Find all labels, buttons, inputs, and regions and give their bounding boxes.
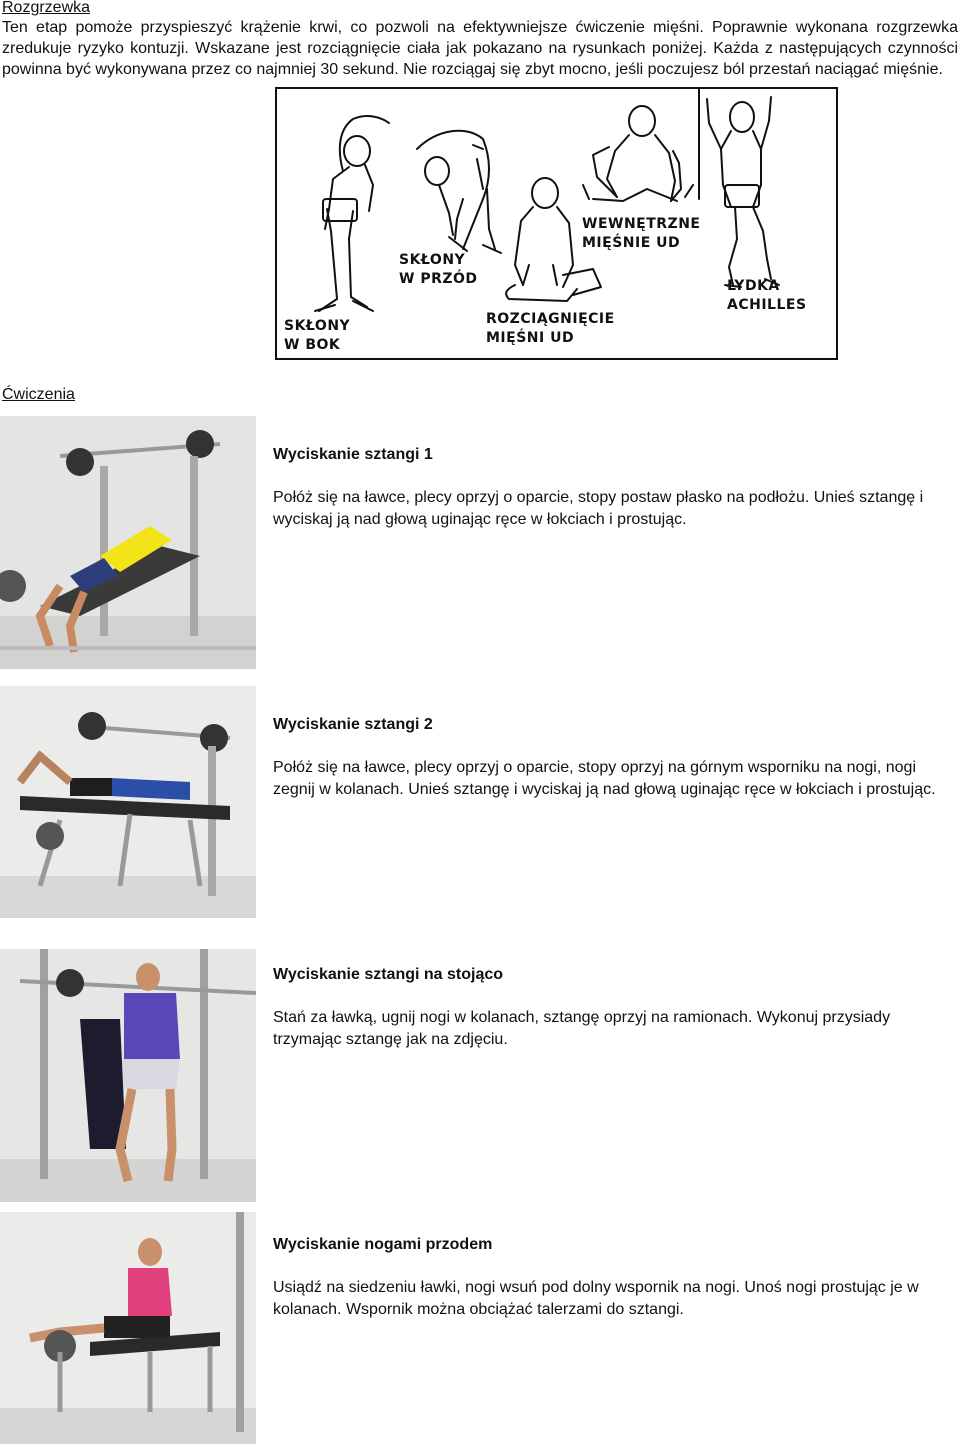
warmup-text: Ten etap pomoże przyspieszyć krążenie krwi, co pozwoli na efektywniejsze ćwiczenie mięśni. Poprawnie wykonana rozgrzewka zredukuje ryzyko kontuzji. Wskazane jest rozciągnięcie ciała jak pokazano na rysunkach poniżej. Każda z następujących czynności powinna być wykonywana przez co najmniej 30 sekund. Nie rozciągaj się zbyt mocno, jeśli poczujesz ból przestań naciągać mięśnie. [2, 19, 958, 78]
exercise-1-photo [0, 416, 256, 669]
exercises-heading: Ćwiczenia [2, 386, 75, 403]
exercise-3-title: Wyciskanie sztangi na stojąco [273, 966, 504, 983]
label-inner-thigh: WEWNĘTRZNE MIĘŚNIE UD [582, 216, 701, 251]
exercise-4-athlete-shorts [104, 1316, 170, 1338]
exercise-3-athlete-shirt [124, 993, 180, 1059]
exercise-4-photo [0, 1212, 256, 1444]
exercise-3-photo [0, 949, 256, 1202]
label-thigh-stretch: ROZCIĄGNIĘCIE MIĘŚNI UD [486, 311, 615, 346]
exercise-2-photo [0, 686, 256, 918]
forward-bend-figure [417, 131, 501, 253]
exercise-2-title: Wyciskanie sztangi 2 [273, 716, 433, 733]
exercise-4-title: Wyciskanie nogami przodem [273, 1236, 493, 1253]
label-forward-bends: SKŁONY W PRZÓD [399, 252, 478, 287]
exercise-1-title: Wyciskanie sztangi 1 [273, 446, 433, 463]
exercise-3-description: Stań za ławką, ugnij nogi w kolanach, sztangę oprzyj na ramionach. Wykonuj przysiady trzymając sztangę jak na zdjęciu. [273, 1009, 891, 1048]
stretching-figure [275, 87, 838, 360]
exercise-2-athlete-shorts [70, 778, 112, 796]
label-calf-achilles: ŁYDKA ACHILLES [727, 278, 807, 313]
calf-stretch-figure [707, 97, 779, 287]
inner-thigh-figure [583, 106, 693, 201]
warmup-heading: Rozgrzewka [2, 0, 91, 16]
side-bend-figure [315, 116, 389, 311]
exercise-1-description: Połóż się na ławce, plecy oprzyj o oparcie, stopy postaw płasko na podłożu. Unieś sztangę i wyciskaj ją nad głową uginając ręce w łokciach i prostując. [273, 489, 924, 528]
exercise-4-description: Usiądź na siedzeniu ławki, nogi wsuń pod dolny wspornik na nogi. Unoś nogi prostując je w kolanach. Wspornik można obciążać talerzami do sztangi. [273, 1279, 919, 1318]
exercise-2-description: Połóż się na ławce, plecy oprzyj o oparcie, stopy oprzyj na górnym wsporniku na nogi, nogi zegnij w kolanach. Unieś sztangę i wyciskaj ją nad głową uginając ręce w łokciach i prostując. [273, 759, 936, 798]
label-side-bends: SKŁONY W BOK [284, 318, 351, 353]
exercise-4-athlete-shirt [128, 1268, 172, 1316]
exercise-3-athlete-shorts [122, 1059, 180, 1089]
